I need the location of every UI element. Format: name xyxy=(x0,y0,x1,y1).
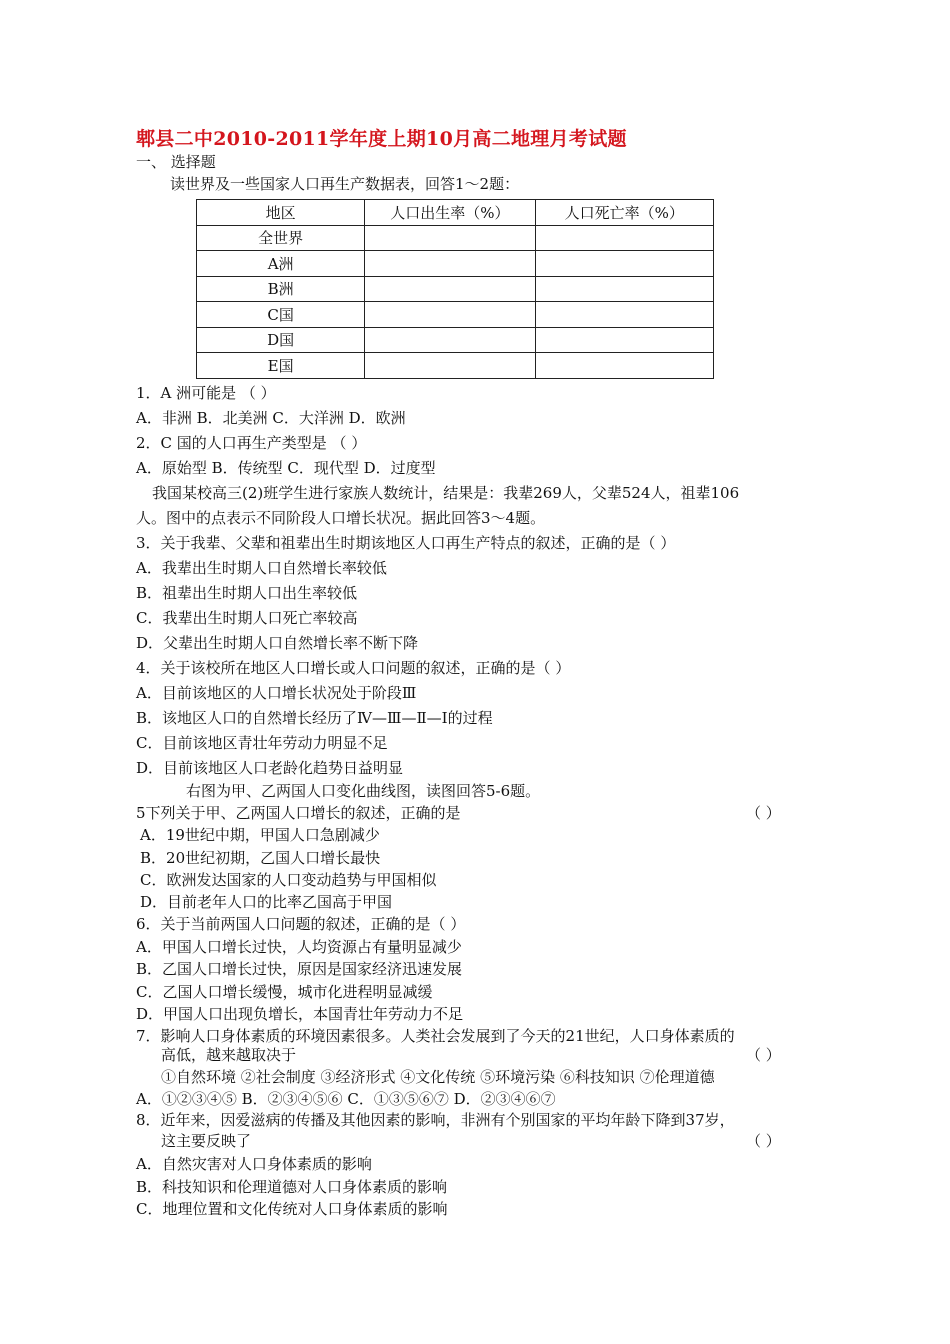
intro-text-2-line1: 我国某校高三(2)班学生进行家族人数统计，结果是：我辈269人，父辈524人，祖辈106 xyxy=(152,484,740,502)
table-cell: C国 xyxy=(197,302,365,328)
table-cell xyxy=(535,276,713,302)
question-4-option-c: C．目前该地区青壮年劳动力明显不足 xyxy=(136,734,388,752)
question-7-stem-line2: 高低，越来越取决于 xyxy=(161,1046,297,1064)
intro-text: 读世界及一些国家人口再生产数据表，回答1～2题： xyxy=(170,175,520,193)
table-row xyxy=(197,225,714,251)
table-cell xyxy=(365,302,535,328)
question-4-option-a: A．目前该地区的人口增长状况处于阶段Ⅲ xyxy=(136,684,417,702)
table-header: 人口出生率（%） xyxy=(365,200,535,226)
question-6-stem: 6．关于当前两国人口问题的叙述，正确的是（ ） xyxy=(136,915,466,933)
table-cell: E国 xyxy=(197,353,365,379)
table-row xyxy=(197,353,714,379)
question-5-option-c: C．欧洲发达国家的人口变动趋势与甲国相似 xyxy=(140,871,437,889)
question-5-option-d: D．目前老年人口的比率乙国高于甲国 xyxy=(140,893,393,911)
question-6-option-b: B．乙国人口增长过快，原因是国家经济迅速发展 xyxy=(136,960,463,978)
table-row xyxy=(197,251,714,277)
question-6-option-c: C．乙国人口增长缓慢，城市化进程明显减缓 xyxy=(136,983,433,1001)
table-cell xyxy=(535,353,713,379)
question-8-option-c: C．地理位置和文化传统对人口身体素质的影响 xyxy=(136,1200,448,1218)
table-header: 人口死亡率（%） xyxy=(535,200,713,226)
question-4-option-d: D．目前该地区人口老龄化趋势日益明显 xyxy=(136,759,404,777)
table-cell xyxy=(365,276,535,302)
table-cell xyxy=(365,353,535,379)
table-header-row xyxy=(197,200,714,226)
table-cell: 全世界 xyxy=(197,225,365,251)
question-4-option-b: B．该地区人口的自然增长经历了Ⅳ—Ⅲ—Ⅱ—Ⅰ的过程 xyxy=(136,709,493,727)
table-header: 地区 xyxy=(197,200,365,226)
question-3-option-d: D．父辈出生时期人口自然增长率不断下降 xyxy=(136,634,419,652)
question-1-options: A．非洲 B．北美洲 C．大洋洲 D．欧洲 xyxy=(136,409,406,427)
table-cell: A洲 xyxy=(197,251,365,277)
table-cell xyxy=(535,327,713,353)
intro-text-2-line2: 人。图中的点表示不同阶段人口增长状况。据此回答3～4题。 xyxy=(136,509,546,527)
answer-bracket: （ ） xyxy=(746,1046,781,1064)
section-heading: 一、 选择题 xyxy=(136,153,216,171)
question-4-stem: 4．关于该校所在地区人口增长或人口问题的叙述，正确的是（ ） xyxy=(136,659,571,677)
table-row xyxy=(197,276,714,302)
table-cell xyxy=(535,225,713,251)
question-8-option-a: A．自然灾害对人口身体素质的影响 xyxy=(136,1155,372,1173)
answer-bracket: （ ） xyxy=(746,804,781,822)
question-8-option-b: B．科技知识和伦理道德对人口身体素质的影响 xyxy=(136,1178,448,1196)
table-row xyxy=(197,327,714,353)
question-3-stem: 3．关于我辈、父辈和祖辈出生时期该地区人口再生产特点的叙述，正确的是（ ） xyxy=(136,534,676,552)
table-cell xyxy=(535,302,713,328)
question-3-option-a: A．我辈出生时期人口自然增长率较低 xyxy=(136,559,387,577)
question-5-stem: 5下列关于甲、乙两国人口增长的叙述，正确的是 xyxy=(136,804,461,822)
question-7-options: A．①②③④⑤ B．②③④⑤⑥ C．①③⑤⑥⑦ D．②③④⑥⑦ xyxy=(136,1090,556,1108)
question-1-stem: 1．A 洲可能是 （ ） xyxy=(136,384,276,402)
question-8-stem-line1: 8．近年来，因爱滋病的传播及其他因素的影响，非洲有个别国家的平均年龄下降到37岁， xyxy=(136,1111,735,1129)
question-5-option-a: A．19世纪中期，甲国人口急剧减少 xyxy=(140,826,380,844)
question-8-stem-line2: 这主要反映了 xyxy=(161,1132,252,1150)
question-2-stem: 2．C 国的人口再生产类型是 （ ） xyxy=(136,434,367,452)
answer-bracket: （ ） xyxy=(746,1132,781,1150)
population-data-table xyxy=(196,199,714,379)
question-7-stem-line1: 7．影响人口身体素质的环境因素很多。人类社会发展到了今天的21世纪，人口身体素质的 xyxy=(136,1027,735,1045)
question-7-items: ①自然环境 ②社会制度 ③经济形式 ④文化传统 ⑤环境污染 ⑥科技知识 ⑦伦理道德 xyxy=(161,1068,715,1086)
table-cell xyxy=(365,251,535,277)
intro-text-3: 右图为甲、乙两国人口变化曲线图，读图回答5-6题。 xyxy=(186,782,541,800)
question-6-option-d: D．甲国人口出现负增长，本国青壮年劳动力不足 xyxy=(136,1005,464,1023)
table-cell xyxy=(365,327,535,353)
table-cell: B洲 xyxy=(197,276,365,302)
table-cell xyxy=(365,225,535,251)
table-cell xyxy=(535,251,713,277)
question-3-option-c: C．我辈出生时期人口死亡率较高 xyxy=(136,609,358,627)
table-row xyxy=(197,302,714,328)
question-5-option-b: B．20世纪初期，乙国人口增长最快 xyxy=(140,849,381,867)
question-3-option-b: B．祖辈出生时期人口出生率较低 xyxy=(136,584,358,602)
page-title: 郫县二中2010-2011学年度上期10月高二地理月考试题 xyxy=(136,128,627,150)
question-2-options: A．原始型 B．传统型 C．现代型 D．过度型 xyxy=(136,459,436,477)
table-cell: D国 xyxy=(197,327,365,353)
question-6-option-a: A．甲国人口增长过快，人均资源占有量明显减少 xyxy=(136,938,462,956)
